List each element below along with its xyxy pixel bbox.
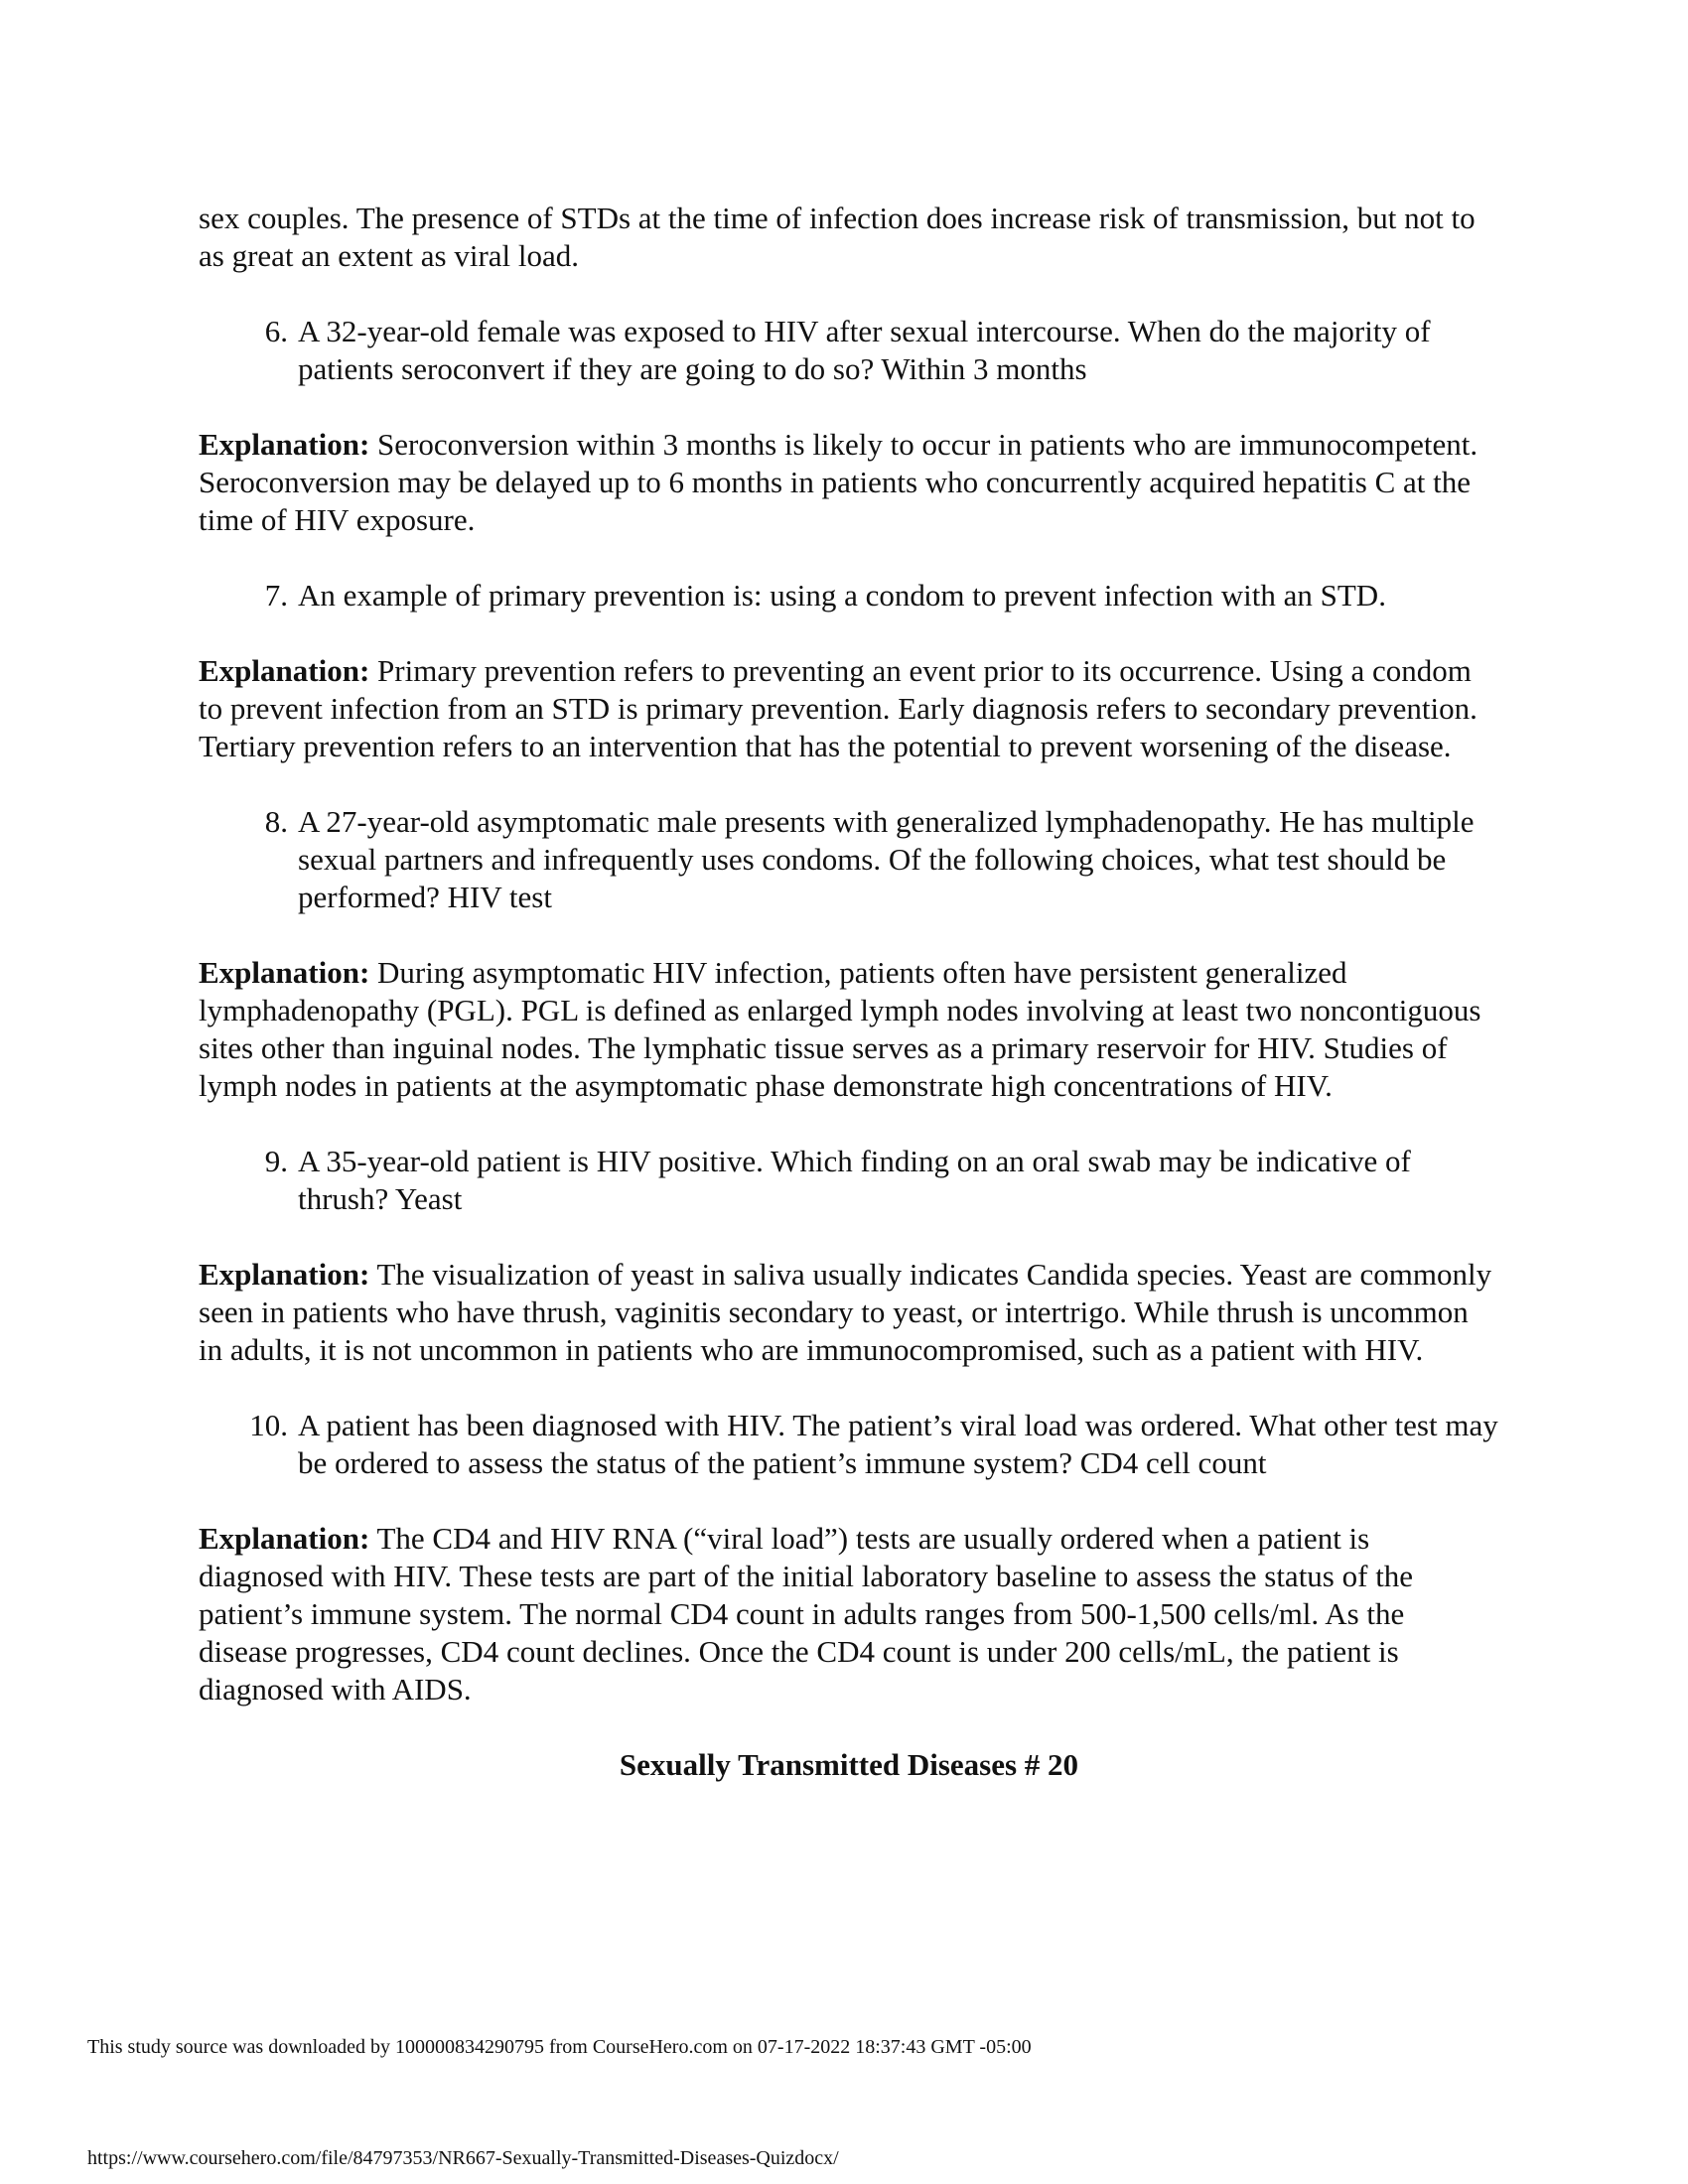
question-number: 8. [264, 804, 288, 839]
question-number: 9. [264, 1144, 288, 1178]
section-title: Sexually Transmitted Diseases # 20 [619, 1747, 1079, 1782]
question-text: A patient has been diagnosed with HIV. The patient’s viral load was ordered. What other test may be ordered to assess the status of the patient’s immune system? CD4 cell count [298, 1408, 1498, 1480]
intro-continuation: sex couples. The presence of STDs at the time of infection does increase risk of transmission, but not to as great an extent as viral load. [199, 201, 1476, 273]
question-item [199, 313, 1499, 388]
explanation-label: Explanation: [199, 955, 370, 990]
explanation-text: Primary prevention refers to preventing an event prior to its occurrence. Using a condom to prevent infection from an STD is primary prevention. Early diagnosis refers to secondary prevention. Tertiary prevention refers to an intervention that has the potential to prevent worsening of the disease. [199, 653, 1477, 763]
question-text: An example of primary prevention is: using a condom to prevent infection with an STD. [298, 578, 1386, 613]
question-number: 6. [264, 314, 288, 348]
explanation-paragraph [199, 652, 1499, 765]
explanation-text: The CD4 and HIV RNA (“viral load”) tests are usually ordered when a patient is diagnosed with HIV. These tests are part of the initial laboratory baseline to assess the status of the patient’s immune system. The normal CD4 count in adults ranges from 500-1,500 cells/ml. As the disease progresses, CD4 count declines. Once the CD4 count is under 200 cells/mL, the patient is diagnosed with AIDS. [199, 1521, 1414, 1706]
question-text: A 32-year-old female was exposed to HIV after sexual intercourse. When do the majority of patients seroconvert if they are going to do so? Within 3 months [298, 314, 1431, 386]
question-item [199, 1143, 1499, 1218]
explanation-label: Explanation: [199, 653, 370, 688]
explanation-paragraph [199, 1520, 1499, 1708]
explanation-label: Explanation: [199, 1257, 370, 1292]
question-item [199, 577, 1499, 614]
explanation-label: Explanation: [199, 427, 370, 462]
explanation-text: The visualization of yeast in saliva usually indicates Candida species. Yeast are commonly seen in patients who have thrush, vaginitis secondary to yeast, or intertrigo. While thrush is uncommon in adults, it is not uncommon in patients who are immunocompromised, such as a patient with HIV. [199, 1257, 1492, 1367]
question-item [199, 803, 1499, 916]
explanation-paragraph [199, 426, 1499, 539]
download-notice: This study source was downloaded by 100000834290795 from CourseHero.com on 07-17-2022 18:37:43 GMT -05:00 [87, 2036, 1032, 2058]
document-body [199, 200, 1499, 1784]
explanation-paragraph [199, 954, 1499, 1105]
question-item [199, 1407, 1499, 1482]
explanation-paragraph [199, 1256, 1499, 1369]
explanation-text: Seroconversion within 3 months is likely to occur in patients who are immunocompetent. Seroconversion may be delayed up to 6 months in patients who concurrently acquired hepatitis C at the time of HIV exposure. [199, 427, 1478, 537]
explanation-label: Explanation: [199, 1521, 370, 1556]
question-text: A 27-year-old asymptomatic male presents with generalized lymphadenopathy. He has multiple sexual partners and infrequently uses condoms. Of the following choices, what test should be performed? HIV test [298, 804, 1475, 914]
question-number: 10. [249, 1408, 288, 1442]
source-url-link[interactable]: https://www.coursehero.com/file/84797353/NR667-Sexually-Transmitted-Diseases-Quizdocx/ [87, 2147, 839, 2169]
question-number: 7. [264, 578, 288, 613]
explanation-text: During asymptomatic HIV infection, patients often have persistent generalized lymphadenopathy (PGL). PGL is defined as enlarged lymph nodes involving at least two noncontiguous sites other than inguinal nodes. The lymphatic tissue serves as a primary reservoir for HIV. Studies of lymph nodes in patients at the asymptomatic phase demonstrate high concentrations of HIV. [199, 955, 1481, 1103]
question-text: A 35-year-old patient is HIV positive. Which finding on an oral swab may be indicative of thrush? Yeast [298, 1144, 1411, 1216]
